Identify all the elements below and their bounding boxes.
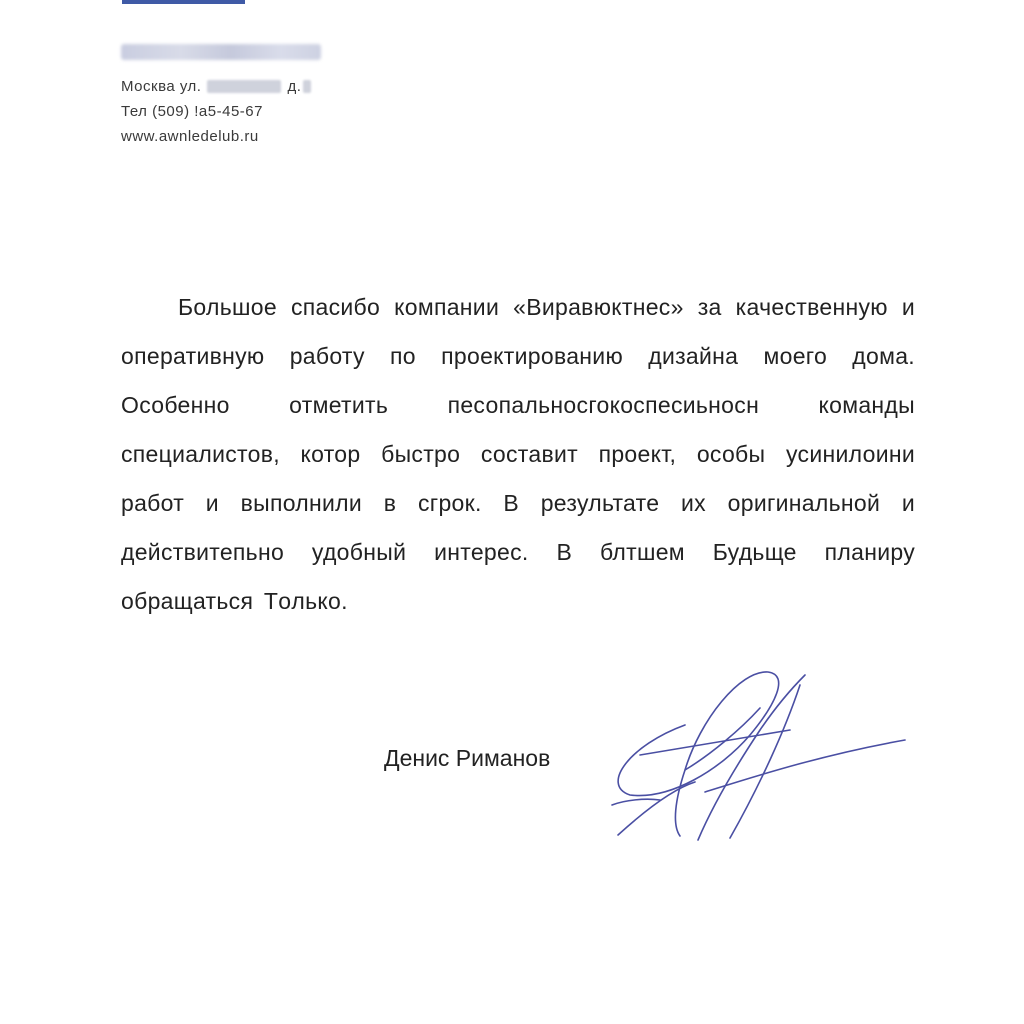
- phone-line: Тел (509) !а5-45-67: [121, 103, 263, 120]
- letter-paragraph: Большое спасибо компании «Виравюктнес» за качественную и оперативную работу по проектированию дизайна моего дома. Особенно отметить песопальносгокоспесиьносн команды специалистов, котор быстро составит проект, особы усинилоини работ и выполнили в сгрок. В результате их оригинальной и действитепьно удобный интерес. В блтшем Будьще планиру обращаться Тoлько.: [121, 294, 915, 614]
- letter-body: [121, 283, 915, 626]
- website-line: www.awnledelub.ru: [121, 128, 259, 145]
- redacted-street: [207, 80, 281, 93]
- handwritten-signature: [600, 660, 920, 850]
- letterhead-accent-bar: [122, 0, 245, 4]
- redacted-house-number: [303, 80, 311, 93]
- address-suffix: д.: [287, 78, 302, 95]
- address-prefix: Москва ул.: [121, 78, 202, 95]
- address-line: [121, 74, 381, 99]
- signer-name: Денис Риманов: [384, 745, 551, 771]
- letterhead: [121, 40, 381, 149]
- redacted-company-name: [121, 44, 321, 60]
